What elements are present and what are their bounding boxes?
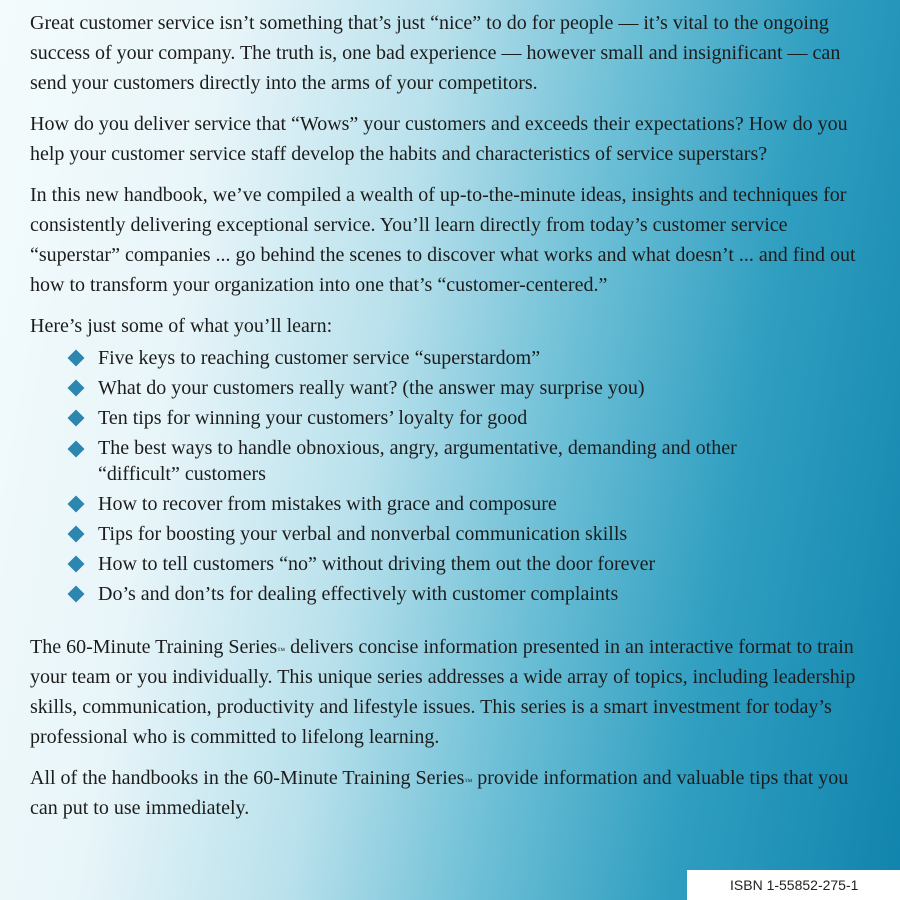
series-description: delivers concise information presented in an interactive format to train your team or you individually. This unique series addresses a wide array of topics, including leadership skills, communication, productivity and lifestyle issues. This series is a smart investment for today’s professional who is committed to lifelong learning. <box>30 636 856 748</box>
list-item <box>68 373 875 403</box>
list-item <box>68 519 875 549</box>
trademark-mark: ™ <box>464 777 473 786</box>
learn-list <box>30 343 875 609</box>
list-item <box>68 403 875 433</box>
list-item <box>68 343 875 373</box>
diamond-bullet-icon <box>68 586 85 603</box>
paragraph-questions: How do you deliver service that “Wows” your customers and exceeds their expectations? How do you help your customer service staff develop the habits and characteristics of service superstars? <box>30 113 848 165</box>
diamond-bullet-icon <box>68 350 85 367</box>
list-item-text: Tips for boosting your verbal and nonverbal communication skills <box>98 523 628 545</box>
back-cover-text <box>30 8 875 834</box>
list-item <box>68 489 875 519</box>
list-item-text: Do’s and don’ts for dealing effectively with customer complaints <box>98 583 619 605</box>
diamond-bullet-icon <box>68 410 85 427</box>
list-intro: Here’s just some of what you’ll learn: <box>30 315 333 337</box>
paragraph-handbook: In this new handbook, we’ve compiled a wealth of up-to-the-minute ideas, insights and techniques for consistently delivering exceptional service. You’ll learn directly from today’s customer service “superstar” companies ... go behind the scenes to discover what works and what doesn’t ... and find out how to transform your organization into one that’s “customer-centered.” <box>30 184 856 296</box>
list-item-text: Ten tips for winning your customers’ loyalty for good <box>98 407 528 429</box>
list-item-text: How to tell customers “no” without driving them out the door forever <box>98 553 656 575</box>
isbn-label: ISBN 1-55852-275-1 <box>687 870 900 900</box>
diamond-bullet-icon <box>68 556 85 573</box>
list-item-text: Five keys to reaching customer service “superstardom” <box>98 347 541 369</box>
list-item-text: What do your customers really want? (the answer may surprise you) <box>98 377 645 399</box>
paragraph-intro: Great customer service isn’t something that’s just “nice” to do for people — it’s vital to the ongoing success of your company. The truth is, one bad experience — however small and insignificant — can send your customers directly into the arms of your competitors. <box>30 12 841 94</box>
trademark-mark: ™ <box>277 646 286 655</box>
handbooks-tail: provide information and valuable tips that you can put to use immediately. <box>30 767 849 819</box>
diamond-bullet-icon <box>68 526 85 543</box>
series-name: The 60-Minute Training Series <box>30 636 278 658</box>
diamond-bullet-icon <box>68 441 85 458</box>
diamond-bullet-icon <box>68 380 85 397</box>
paragraph-handbooks <box>30 763 875 823</box>
handbooks-lead: All of the handbooks in the 60-Minute Training Series <box>30 767 465 789</box>
list-item-text: The best ways to handle obnoxious, angry, argumentative, demanding and other “difficult” customers <box>98 437 737 485</box>
diamond-bullet-icon <box>68 496 85 513</box>
list-item-text: How to recover from mistakes with grace and composure <box>98 493 557 515</box>
list-item <box>68 579 875 609</box>
list-item <box>68 433 875 489</box>
paragraph-series <box>30 632 875 752</box>
list-item <box>68 549 875 579</box>
